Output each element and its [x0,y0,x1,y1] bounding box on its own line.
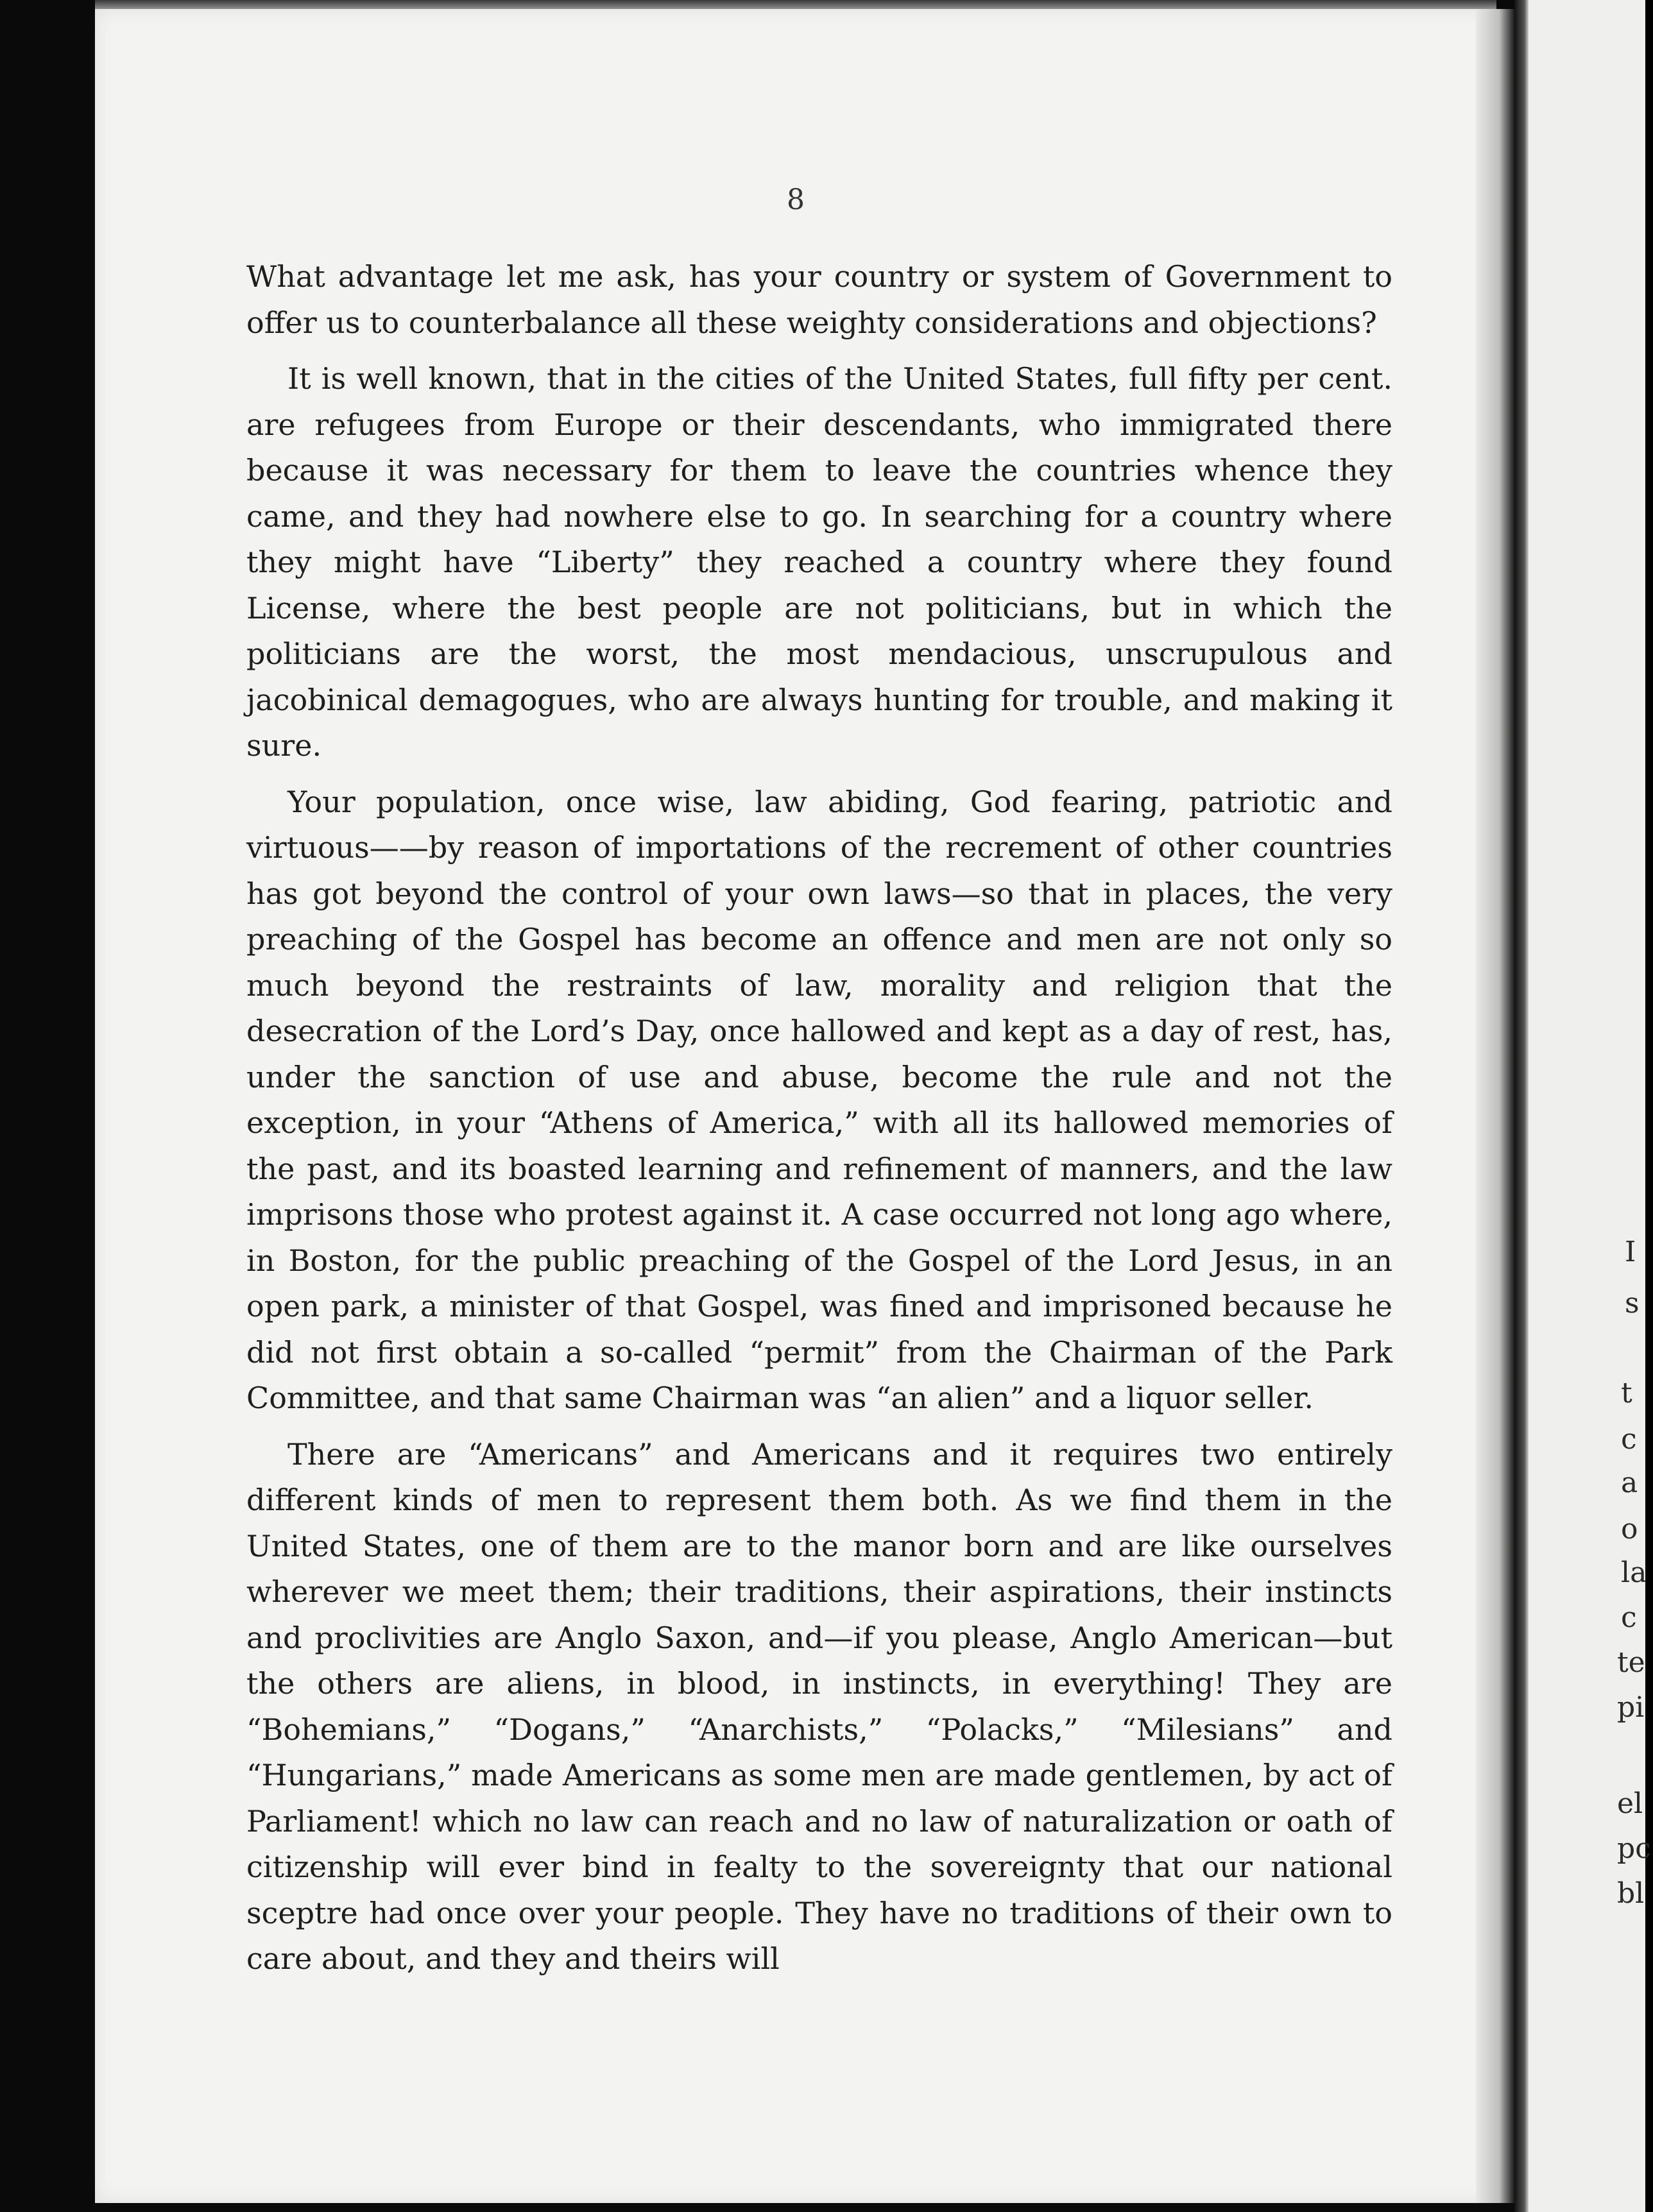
facing-text-fragment: o [1621,1513,1638,1545]
book-page [95,9,1496,2203]
facing-text-fragment: bl [1617,1877,1645,1910]
page-fold-shadow [1476,9,1514,2203]
facing-text-fragment: el [1617,1787,1643,1820]
book-gutter [1514,0,1529,2212]
facing-text-fragment: pi [1617,1691,1645,1724]
facing-text-fragment: c [1621,1601,1637,1634]
facing-page [1514,0,1651,2212]
facing-text-fragment: I [1625,1236,1636,1268]
paragraph-3: Your population, once wise, law abiding, God fearing, patriotic and virtuous——by reason of importations of the recrement of other countries has got beyond the control of your own laws—so that in places, the very preaching of the Gospel has become an offence and men are not only so much beyond the restraints of law, morality and religion that the desecration of the Lord’s Day, once hallowed and kept as a day of rest, has, under the sanction of use and abuse, become the rule and not the exception, in your “Athens of America,” with all its hallowed memories of the past, and its boasted learning and refinement of manners, and the law imprisons those who protest against it. A case occurred not long ago where, in Boston, for the public preaching of the Gospel of the Lord Jesus, in an open park, a minister of that Gospel, was fined and imprisoned because he did not first obtain a so-called “permit” from the Chairman of the Park Committee, and that same Chairman was “an alien” and a liquor seller. [246,784,1392,1415]
facing-text-fragment: a [1621,1467,1638,1499]
facing-text-fragment: te [1617,1646,1645,1679]
facing-text-fragment: s [1625,1287,1640,1320]
page-body [246,254,1392,1993]
facing-text-fragment: la [1621,1556,1647,1589]
paragraph-2: It is well known, that in the cities of the United States, full fifty per cent. are refugees from Europe or their descendants, who immigrated there because it was necessary for them to leave the countries whence they came, and they had nowhere else to go. In searching for a country where they might have “Liberty” they reached a country where they found License, where the best people are not politicians, but in which the politicians are the worst, the most mendacious, unscrupulous and jacobinical demagogues, who are always hunting for trouble, and making it sure. [246,361,1392,763]
facing-text-fragment: t [1621,1377,1632,1409]
paragraph-4: There are “Americans” and Americans and it requires two entirely different kinds of men to represent them both. As we find them in the United States, one of them are to the manor born and are like ourselves wherever we meet them; their traditions, their aspirations, their instincts and proclivities are Anglo Saxon, and—if you please, Anglo American—but the others are aliens, in blood, in instincts, in everything! They are “Bohemians,” “Dogans,” “Anarchists,” “Polacks,” “Milesians” and “Hungarians,” made Americans as some men are made gentlemen, by act of Parliament! which no law can reach and no law of naturalization or oath of citizenship will ever bind in fealty to the sovereignty that our national sceptre had once over your people. They have no traditions of their own to care about, and they and theirs will [246,1436,1392,1976]
paragraph-1: What advantage let me ask, has your country or system of Government to offer us to counterbalance all these weighty considerations and objections? [246,259,1392,340]
facing-text-fragment: pc [1617,1832,1651,1865]
page-number: 8 [787,183,805,216]
facing-text-fragment: c [1621,1423,1637,1456]
